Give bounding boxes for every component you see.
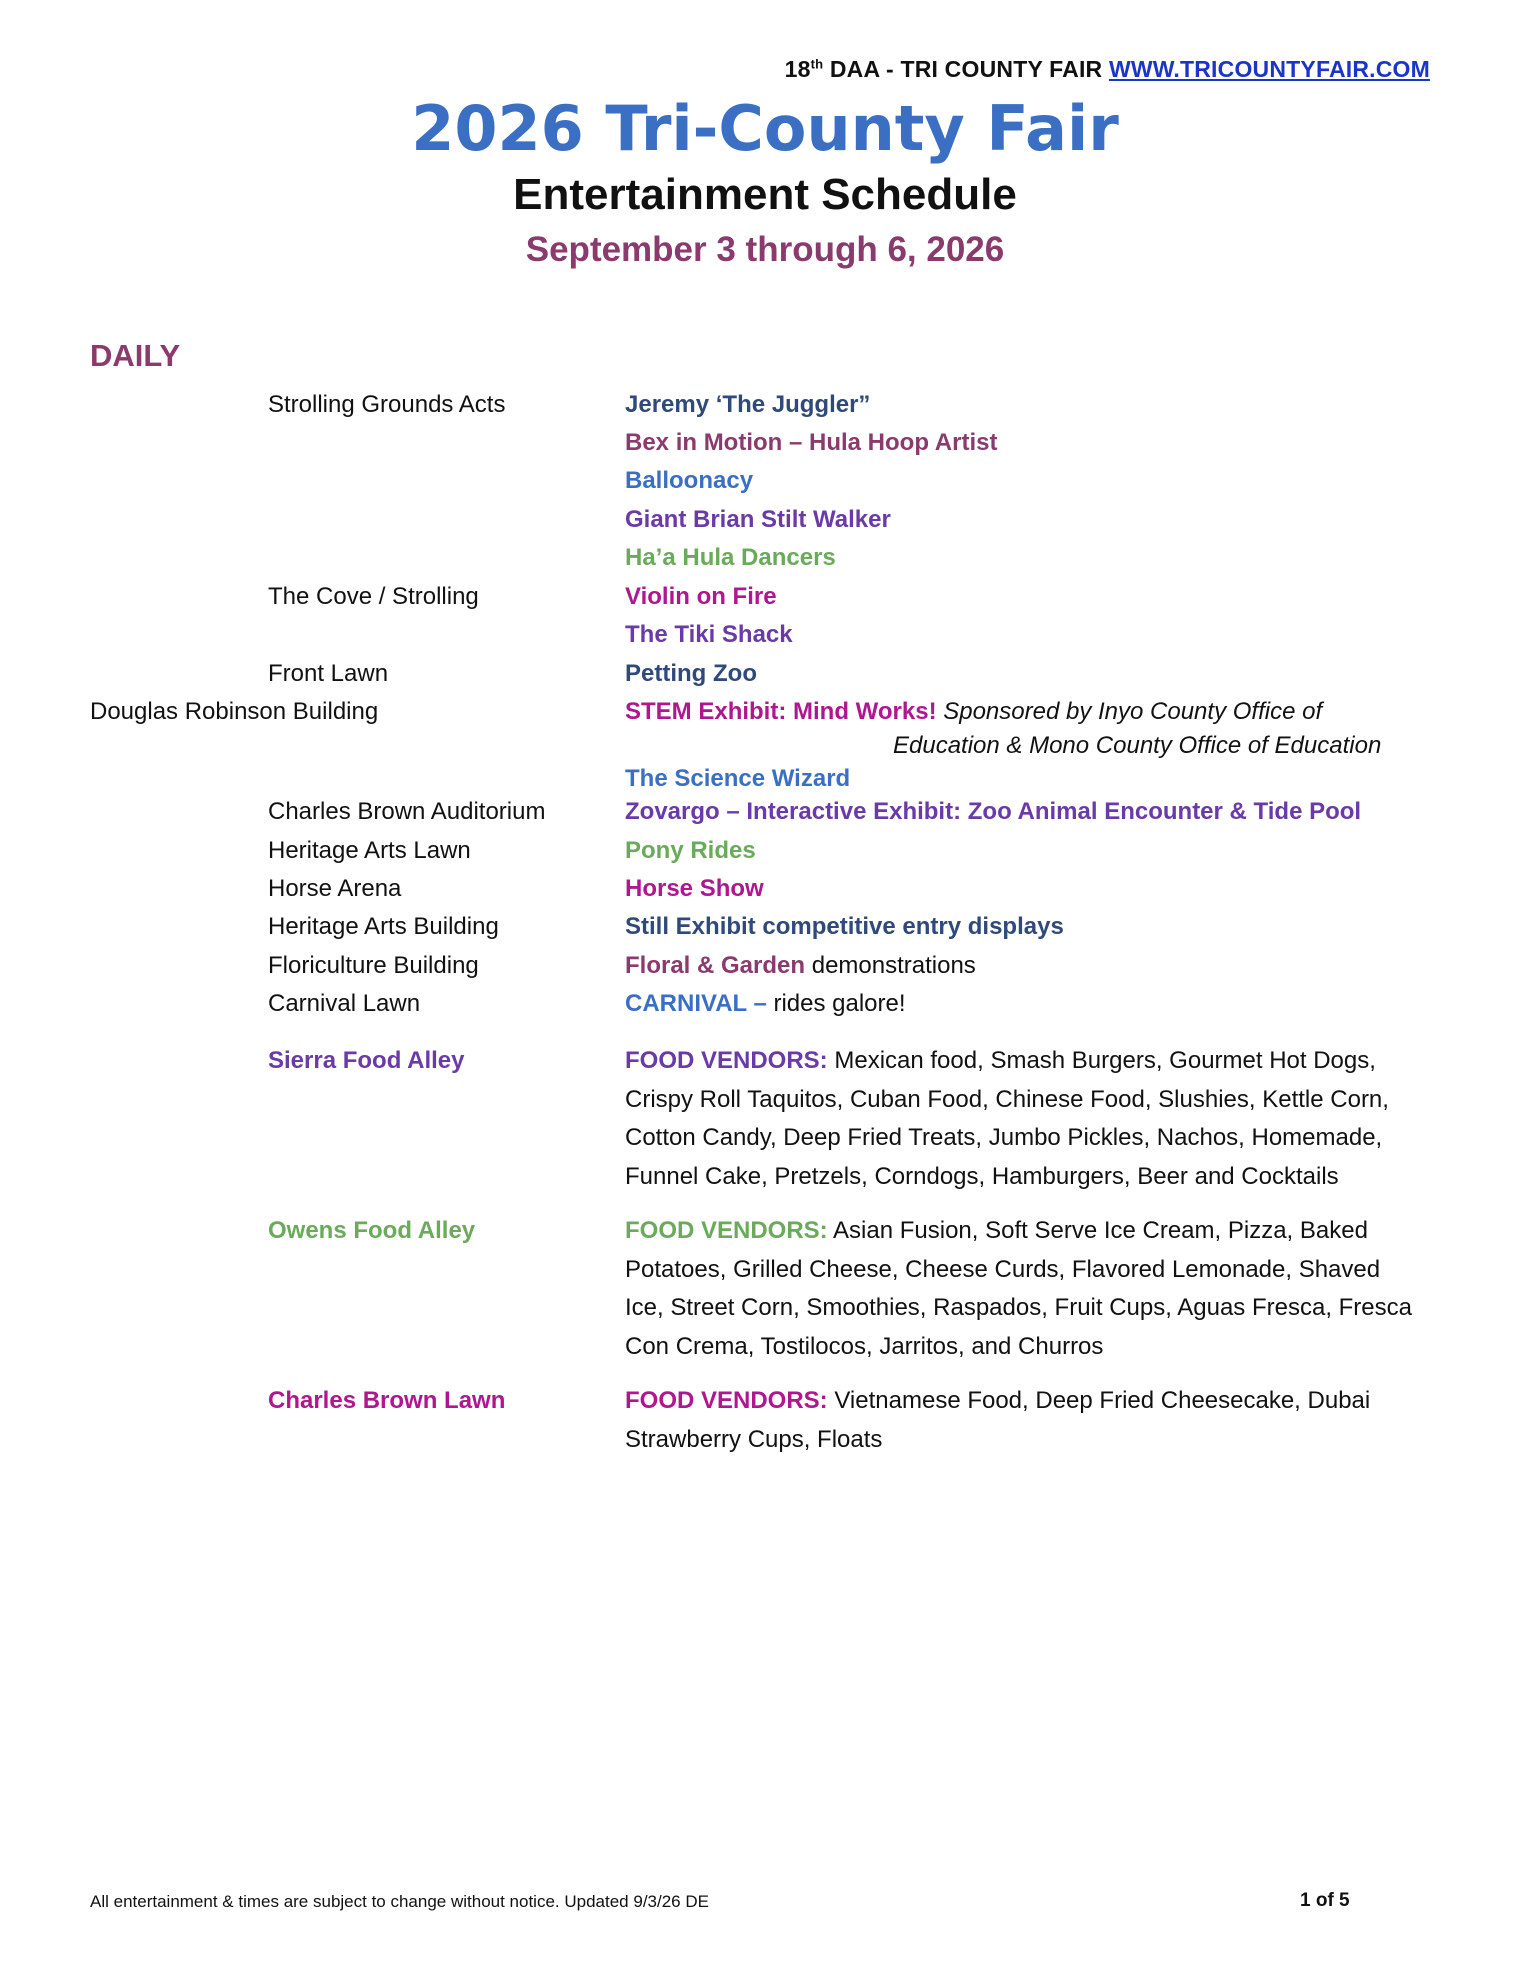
food-items: Asian Fusion, Soft Serve Ice Cream, Pizza, Baked Potatoes, Grilled Cheese, Cheese Curds, Flavored Lemonade, Shaved Ice, Street Corn, Smoothies, Raspados, Fruit Cups, Aguas Fresca, Fresca Con Crema, Tostilocos, Jarritos, and Churros xyxy=(625,1217,1412,1360)
food-vendors-list xyxy=(625,1042,1425,1196)
act-description: rides galore! xyxy=(766,990,906,1017)
row-location: Floriculture Building xyxy=(268,952,479,979)
food-label: FOOD VENDORS: xyxy=(625,1387,828,1414)
row-location: Douglas Robinson Building xyxy=(90,698,379,725)
page-subtitle: Entertainment Schedule xyxy=(513,170,1017,219)
row-act: Giant Brian Stilt Walker xyxy=(625,506,891,533)
act-highlight: CARNIVAL – xyxy=(625,990,767,1017)
row-act: Zovargo – Interactive Exhibit: Zoo Animal Encounter & Tide Pool xyxy=(625,798,1362,825)
food-location: Owens Food Alley xyxy=(268,1217,476,1244)
act-highlight: Floral & Garden xyxy=(625,952,806,979)
row-act xyxy=(625,947,976,985)
row-act: Horse Show xyxy=(625,875,764,902)
row-act: Pony Rides xyxy=(625,837,756,864)
website-link[interactable]: WWW.TRICOUNTYFAIR.COM xyxy=(1108,56,1430,82)
food-label: FOOD VENDORS: xyxy=(625,1047,828,1074)
food-location: Charles Brown Lawn xyxy=(268,1387,506,1414)
food-items: Mexican food, Smash Burgers, Gourmet Hot Dogs, Crispy Roll Taquitos, Cuban Food, Chinese Food, Slushies, Kettle Corn, Cotton Candy, Deep Fried Treats, Jumbo Pickles, Nachos, Homemade, Funnel Cake, Pretzels, Corndogs, Hamburgers, Beer and Cocktails xyxy=(625,1047,1389,1190)
row-location: The Cove / Strolling xyxy=(268,583,479,610)
food-vendors-list xyxy=(625,1212,1425,1366)
row-act xyxy=(625,693,1322,731)
row-act: Jeremy ‘The Juggler” xyxy=(625,391,871,418)
org-prefix: 18 xyxy=(784,56,811,82)
row-act: The Tiki Shack xyxy=(625,621,793,648)
food-location: Sierra Food Alley xyxy=(268,1047,465,1074)
page-number: 1 of 5 xyxy=(1300,1890,1350,1911)
row-act: Balloonacy xyxy=(625,467,754,494)
row-location: Horse Arena xyxy=(268,875,402,902)
org-sup: th xyxy=(810,56,824,72)
stem-act: STEM Exhibit: Mind Works! xyxy=(625,698,937,725)
row-act: Still Exhibit competitive entry displays xyxy=(625,913,1064,940)
food-label: FOOD VENDORS: xyxy=(625,1217,828,1244)
stem-sponsor-line1: Sponsored by Inyo County Office of xyxy=(936,698,1323,725)
org-header xyxy=(785,56,1430,83)
row-location: Charles Brown Auditorium xyxy=(268,798,546,825)
row-act: Petting Zoo xyxy=(625,660,757,687)
org-suffix: DAA - TRI COUNTY FAIR xyxy=(823,56,1109,82)
food-vendors-list xyxy=(625,1382,1425,1459)
row-act: The Science Wizard xyxy=(625,765,851,792)
row-location: Front Lawn xyxy=(268,660,389,687)
page-title: 2026 Tri-County Fair xyxy=(411,92,1119,165)
row-act xyxy=(625,985,906,1023)
row-act: Violin on Fire xyxy=(625,583,777,610)
row-location: Heritage Arts Lawn xyxy=(268,837,471,864)
row-location: Heritage Arts Building xyxy=(268,913,499,940)
act-description: demonstrations xyxy=(805,952,976,979)
section-heading: DAILY xyxy=(90,338,181,373)
row-act: Bex in Motion – Hula Hoop Artist xyxy=(625,429,998,456)
event-dates: September 3 through 6, 2026 xyxy=(525,230,1005,269)
stem-sponsor-line2: Education & Mono County Office of Education xyxy=(893,732,1382,759)
row-act: Ha’a Hula Dancers xyxy=(625,544,836,571)
row-location: Strolling Grounds Acts xyxy=(268,391,506,418)
food-items: Vietnamese Food, Deep Fried Cheesecake, Dubai Strawberry Cups, Floats xyxy=(625,1387,1371,1453)
footer-note: All entertainment & times are subject to change without notice. Updated 9/3/26 DE xyxy=(90,1892,709,1911)
row-location: Carnival Lawn xyxy=(268,990,421,1017)
